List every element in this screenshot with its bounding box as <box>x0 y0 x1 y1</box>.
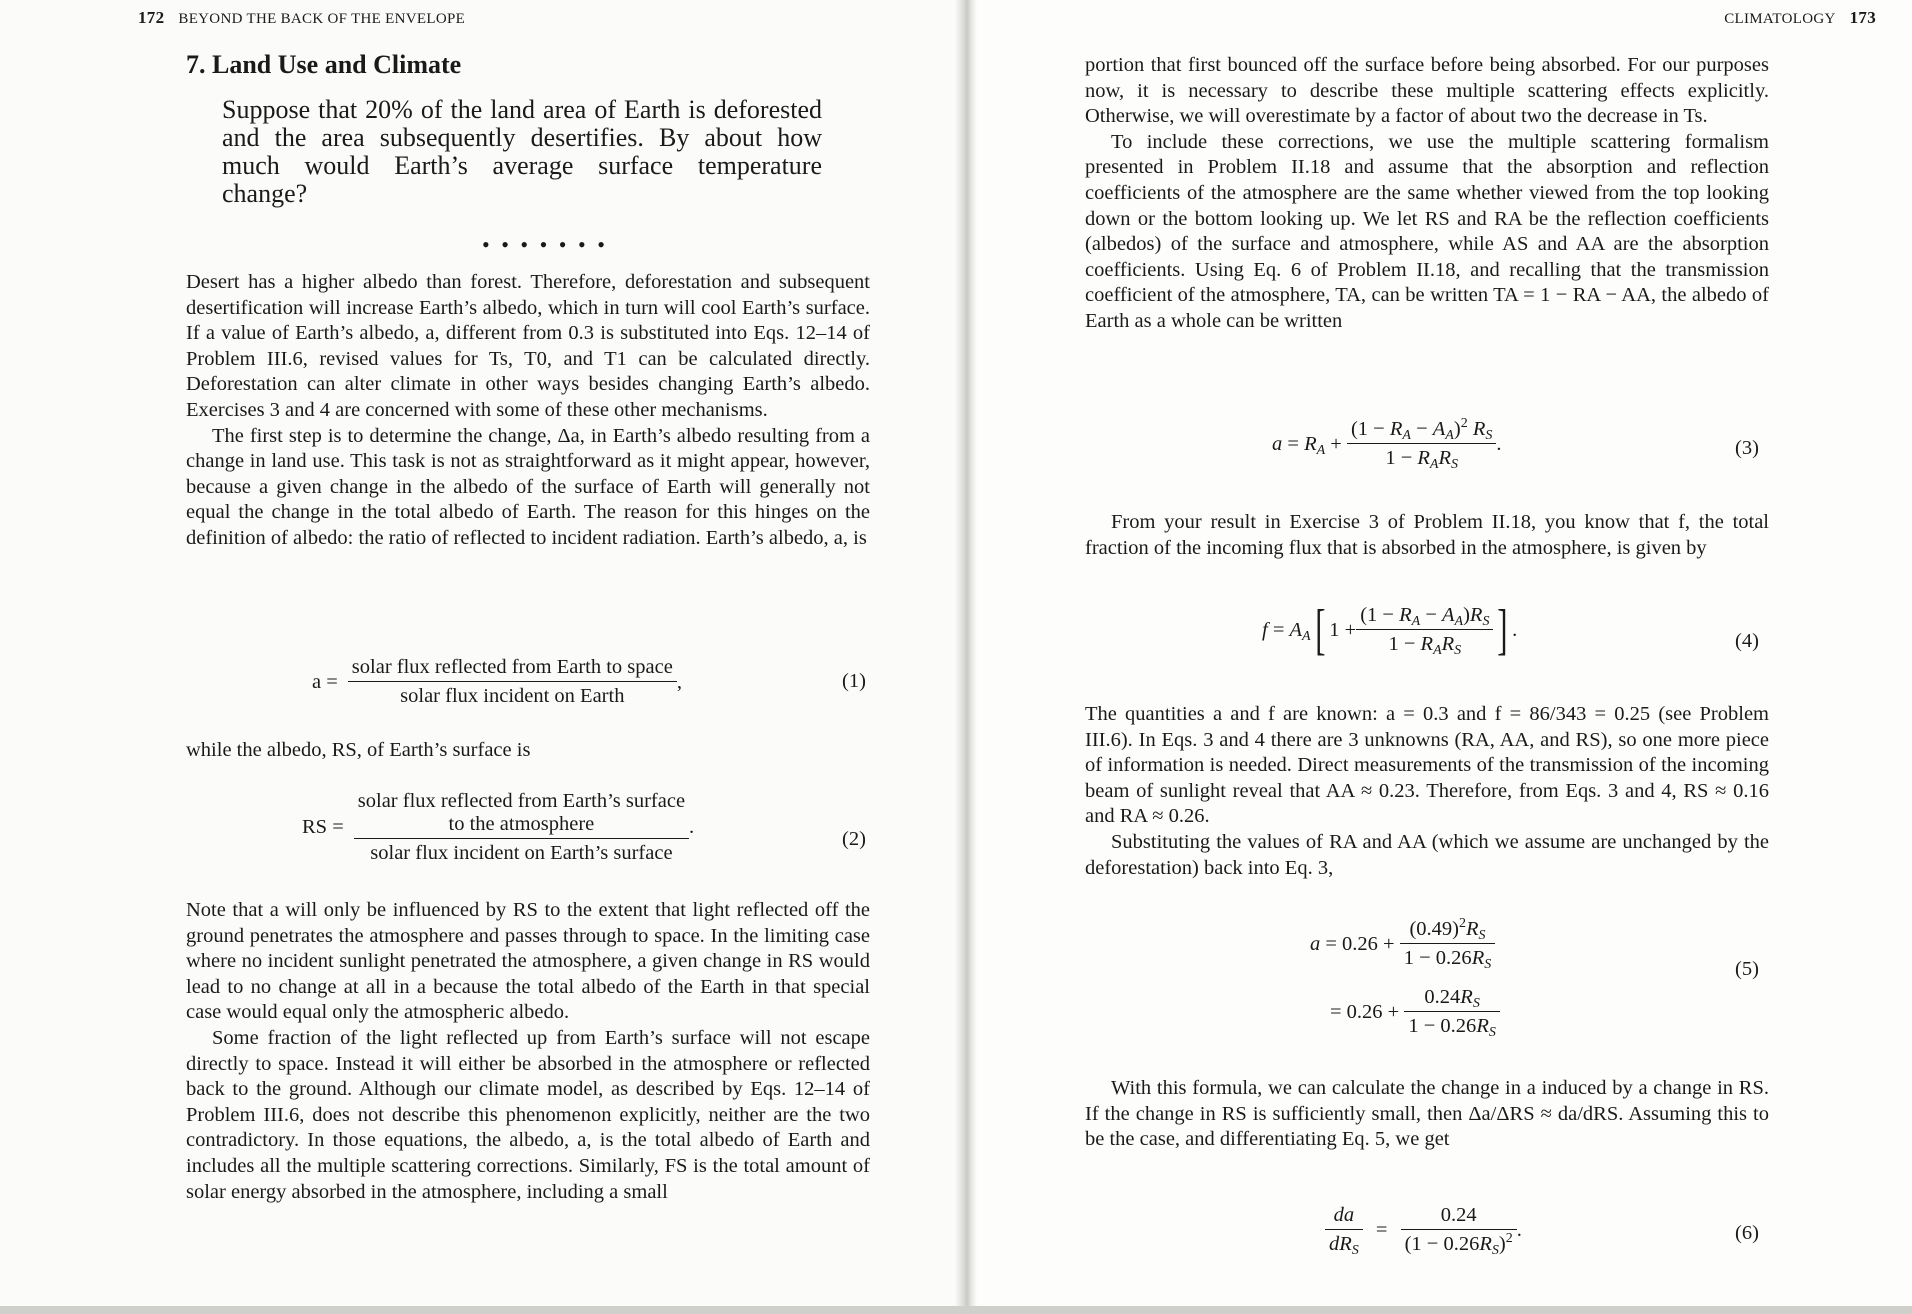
eq4-number: (4) <box>1735 630 1759 652</box>
paragraph: Substituting the values of RA and AA (which we assume are unchanged by the deforestation) back into Eq. 3, <box>1085 830 1769 879</box>
equation-6: $\frac{da}{dR_S}$ = $\frac{0.24}{(1 - 0.26R_S)^2}$ . <box>1325 1204 1522 1256</box>
book-gutter <box>955 0 977 1314</box>
eq1-denominator: solar flux incident on Earth <box>400 685 625 707</box>
equation-2: RS = solar flux reflected from Earth’s surface to the atmosphere solar flux incident on Earth’s surface . <box>302 790 695 864</box>
page-bottom-edge <box>0 1306 1912 1314</box>
left-running-title: BEYOND THE BACK OF THE ENVELOPE <box>178 11 466 27</box>
equation-1: a = $\frac{\text{solar flux reflected from Earth to space}}{\text{solar flux incident on Earth}}$ , <box>312 656 682 707</box>
right-running-title: CLIMATOLOGY <box>1724 11 1836 27</box>
paragraph: portion that first bounced off the surface before being absorbed. For our purposes now, it is necessary to describe these multiple scattering effects explicitly. Otherwise, we will overestimate by a factor of about two the decrease in Ts. <box>1085 54 1769 128</box>
paragraph: while the albedo, RS, of Earth’s surface is <box>186 739 531 761</box>
left-between-text <box>186 738 870 764</box>
right-para-4 <box>1085 702 1769 881</box>
paragraph: Desert has a higher albedo than forest. Therefore, deforestation and subsequent desertification will increase Earth’s albedo, which in turn will cool Earth’s surface. If a value of Earth’s albedo, a, different from 0.3 is substituted into Eqs. 12–14 of Problem III.6, revised values for Ts, T0, and T1 can be calculated directly. Deforestation can alter climate in other ways besides changing Earth’s albedo. Exercises 3 and 4 are concerned with some of these other mechanisms. <box>186 271 870 421</box>
problem-statement: Suppose that 20% of the land area of Earth is deforested and the area subsequently desertifies. By about how much would Earth’s average surface temperature change? <box>222 95 822 208</box>
equation-4: $f = A_A$[ 1 + $\frac{(1 - R_A - A_A)R_S}{1 - R_AR_S}$ ] . <box>1262 599 1518 661</box>
eq2-denominator: solar flux incident on Earth’s surface <box>370 842 673 864</box>
eq6-number: (6) <box>1735 1222 1759 1244</box>
eq2-lhs: RS = <box>302 816 344 838</box>
right-para-3 <box>1085 510 1769 561</box>
right-para-6 <box>1085 1076 1769 1153</box>
eq3-number: (3) <box>1735 437 1759 459</box>
paragraph: Some fraction of the light reflected up from Earth’s surface will not escape directly to space. Instead it will either be absorbed in the atmosphere or reflected back to the ground. Although our climate model, as described by Eqs. 12–14 of Problem III.6, does not describe this phenomenon explicitly, neither are the two contradictory. In those equations, the albedo, a, is the total albedo of Earth and includes all the multiple scattering corrections. Similarly, FS is the total amount of solar energy absorbed in the atmosphere, including a small <box>186 1026 870 1203</box>
section-separator: • • • • • • • <box>482 232 608 257</box>
eq1-lhs: a = <box>312 670 338 693</box>
eq2-numerator <box>354 790 689 839</box>
eq1-numerator: solar flux reflected from Earth to space <box>348 656 677 682</box>
left-para-3 <box>186 898 870 1205</box>
paragraph: Note that a will only be influenced by RS to the extent that light reflected off the ground penetrates the atmosphere and passes through to space. In the limiting case where no incident sunlight penetrated the atmosphere, a given change in RS would lead to no change at all in a because the total albedo of the Earth in that special case would equal only the atmospheric albedo. <box>186 899 870 1024</box>
eq1-number: (1) <box>842 670 866 692</box>
paragraph: To include these corrections, we use the multiple scattering formalism presented in Problem II.18 and assume that the absorption and reflection coefficients of the atmosphere are the same whether viewed from the top looking down or the bottom looking up. We let RS and RA be the reflection coefficients (albedos) of the surface and atmosphere, while AS and AA are the absorption coefficients. Using Eq. 6 of Problem II.18, and recalling that the transmission coefficient of the atmosphere, TA, can be written TA = 1 − RA − AA, the albedo of Earth as a whole can be written <box>1085 130 1769 332</box>
right-page-number: 173 <box>1849 8 1876 27</box>
eq2-numerator-line-1: solar flux reflected from Earth’s surface <box>357 790 686 812</box>
equation-5b: = 0.26 + $\frac{0.24R_S}{1 - 0.26R_S}$ <box>1330 986 1500 1038</box>
paragraph: From your result in Exercise 3 of Problem II.18, you know that f, the total fraction of the incoming flux that is absorbed in the atmosphere, is given by <box>1085 511 1769 559</box>
left-running-head <box>138 8 465 28</box>
equation-3: $a = R_A$ + $\frac{(1 - R_A - A_A)^2 R_S}{1 - R_AR_S}$ . <box>1272 416 1502 472</box>
eq2-fraction <box>354 790 689 865</box>
eq2-number: (2) <box>842 828 866 850</box>
eq1-fraction <box>348 656 677 708</box>
paragraph: The quantities a and f are known: a = 0.3 and f = 86/343 = 0.25 (see Problem III.6). In Eqs. 3 and 4 there are 3 unknowns (RA, AA, and RS), so one more piece of information is needed. Direct measurements of the transmission of the incoming beam of sunlight reveal that AA ≈ 0.23. Therefore, from Eqs. 3 and 4, RS ≈ 0.16 and RA ≈ 0.26. <box>1085 703 1769 828</box>
paragraph: With this formula, we can calculate the change in a induced by a change in RS. If the change in RS is sufficiently small, then Δa/ΔRS ≈ da/dRS. Assuming this to be the case, and differentiating Eq. 5, we get <box>1085 1077 1769 1151</box>
equation-5: a = 0.26 + $\frac{(0.49)^2R_S}{1 - 0.26R_S}$ <box>1310 918 1495 970</box>
right-running-head <box>1724 8 1876 28</box>
paragraph: The first step is to determine the change, Δa, in Earth’s albedo resulting from a change in land use. This task is not as straightforward as it might appear, however, because a given change in the albedo of the surface of Earth will generally not equal the change in the total albedo of Earth. The reason for this hinges on the definition of albedo: the ratio of reflected to incident radiation. Earth’s albedo, a, is <box>186 424 870 549</box>
eq5-number: (5) <box>1735 958 1759 980</box>
left-page-number: 172 <box>138 8 165 27</box>
left-para-1 <box>186 270 870 552</box>
eq2-numerator-line-2: to the atmosphere <box>448 813 595 835</box>
right-para-1 <box>1085 53 1769 335</box>
section-title: 7. Land Use and Climate <box>186 50 462 79</box>
